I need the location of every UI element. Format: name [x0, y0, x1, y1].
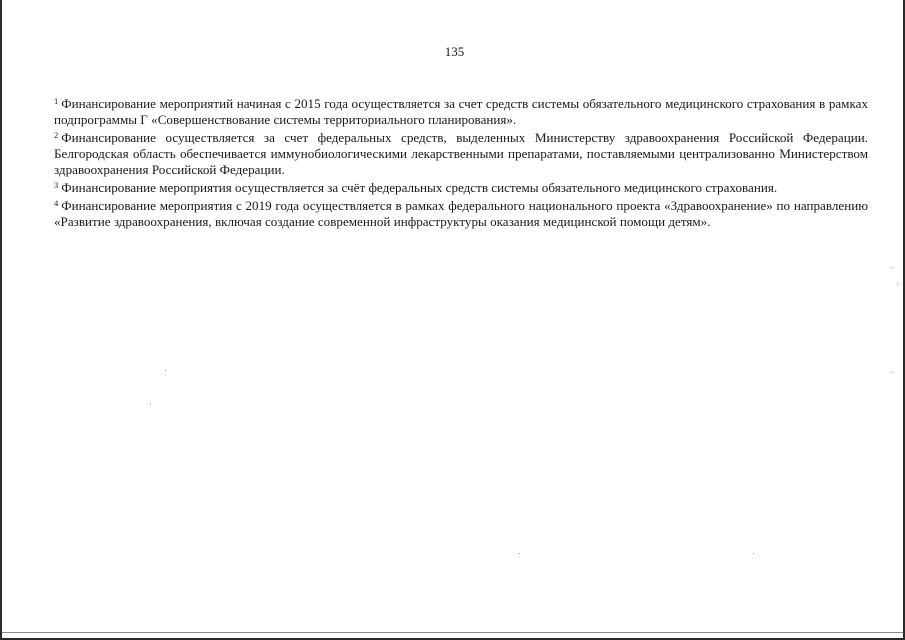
footnote-text: Финансирование осуществляется за счет федеральных средств, выделенных Министерству здравоохранения Российской Федерации. Белгородская область обеспечивается иммунобиологическими лекарственными препаратами, поставляемыми централизованно Министерством здравоохранения Российской Федерации. [54, 130, 868, 178]
scan-speck [150, 403, 151, 404]
footnote-text: Финансирование мероприятия с 2019 года осуществляется в рамках федерального национального проекта «Здравоохранение» по направлению «Развитие здравоохранения, включая создание современной инфраструктуры оказания медицинской помощи детям». [54, 198, 868, 230]
footnote-2 [54, 130, 868, 179]
scan-speck [897, 284, 898, 285]
footnotes-block [54, 96, 868, 232]
footnote-marker: 2 [54, 130, 59, 140]
footnote-3 [54, 180, 868, 196]
footnote-4 [54, 198, 868, 230]
scan-speck [892, 267, 893, 268]
footnote-marker: 3 [54, 180, 59, 191]
scan-speck [891, 372, 892, 373]
footnote-1 [54, 96, 868, 128]
footnote-text: Финансирование мероприятий начиная с 2015 года осуществляется за счет средств системы обязательного медицинского страхования в рамках подпрограммы Г «Совершенствование системы территориального планирования». [54, 96, 868, 128]
page-bottom-edge [2, 632, 903, 633]
scan-speck [753, 553, 754, 554]
scan-speck [519, 553, 520, 554]
footnote-marker: 4 [54, 198, 59, 208]
footnote-marker: 1 [54, 96, 59, 106]
page-number: 135 [444, 44, 465, 59]
footnote-text: Финансирование мероприятия осуществляется за счёт федеральных средств системы обязательного медицинского страхования. [61, 180, 778, 196]
scan-speck [165, 370, 166, 371]
